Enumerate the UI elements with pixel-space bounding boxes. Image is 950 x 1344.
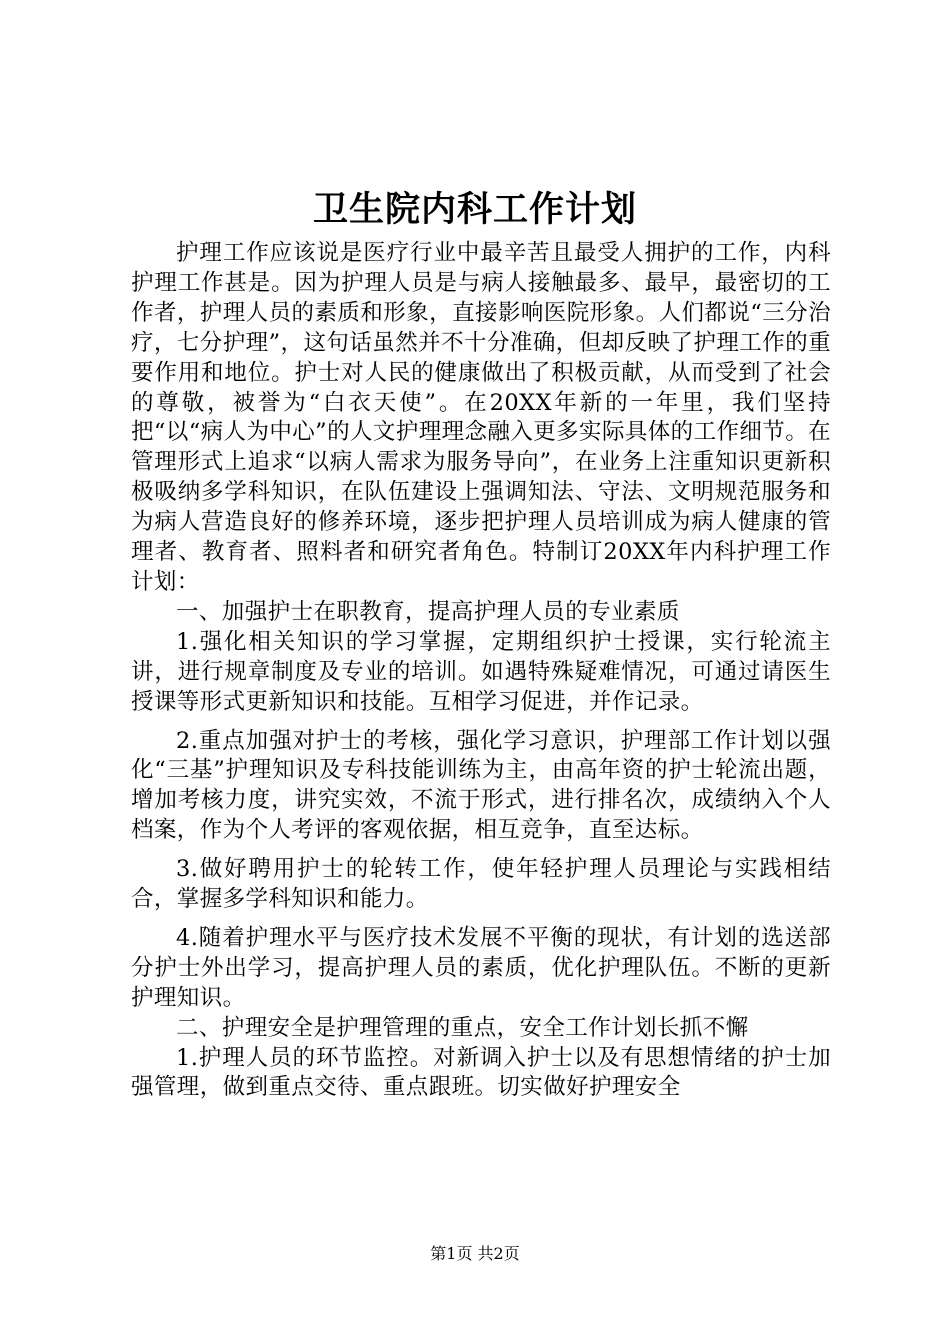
list-item-1-1: 1.强化相关知识的学习掌握，定期组织护士授课，实行轮流主讲，进行规章制度及专业的培训。如遇特殊疑难情况，可通过请医生授课等形式更新知识和技能。互相学习促进，并作记录。 [131, 628, 831, 715]
section-heading-1: 一、加强护士在职教育，提高护理人员的专业素质 [176, 598, 680, 625]
document-body [131, 239, 831, 1103]
list-item-1-2: 2.重点加强对护士的考核，强化学习意识，护理部工作计划以强化“三基”护理知识及专科技能训练为主，由高年资的护士轮流出题，增加考核力度，讲究实效，不流于形式，进行排名次，成绩纳入个人档案，作为个人考评的客观依据，相互竞争，直至达标。 [131, 727, 831, 844]
list-item-2-1: 1.护理人员的环节监控。对新调入护士以及有思想情绪的护士加强管理，做到重点交待、重点跟班。切实做好护理安全 [131, 1044, 831, 1101]
section-heading-2: 二、护理安全是护理管理的重点，安全工作计划长抓不懈 [176, 1014, 749, 1041]
page-total: 共2页 [477, 1244, 520, 1263]
document-title: 卫生院内科工作计划 [312, 189, 637, 230]
intro-paragraph: 护理工作应该说是医疗行业中最辛苦且最受人拥护的工作，内科护理工作甚是。因为护理人员是与病人接触最多、最早，最密切的工作者，护理人员的素质和形象，直接影响医院形象。人们都说“三分治疗，七分护理”，这句话虽然并不十分准确，但却反映了护理工作的重要作用和地位。护士对人民的健康做出了积极贡献，从而受到了社会的尊敬，被誉为“白衣天使”。在20XX年新的一年里，我们坚持把“以“病人为中心”的人文护理理念融入更多实际具体的工作细节。在管理形式上追求“以病人需求为服务导向”，在业务上注重知识更新积极吸纳多学科知识，在队伍建设上强调知法、守法、文明规范服务和为病人营造良好的修养环境，逐步把护理人员培训成为病人健康的管理者、教育者、照料者和研究者角色。特制订20XX年内科护理工作计划： [131, 240, 831, 595]
list-item-1-4: 4.随着护理水平与医疗技术发展不平衡的现状，有计划的选送部分护士外出学习，提高护理人员的素质，优化护理队伍。不断的更新护理知识。 [131, 924, 831, 1011]
page-number: 第1页 [430, 1244, 473, 1263]
list-item-1-3: 3.做好聘用护士的轮转工作，使年轻护理人员理论与实践相结合，掌握多学科知识和能力。 [131, 856, 831, 913]
page-footer [0, 1243, 950, 1265]
